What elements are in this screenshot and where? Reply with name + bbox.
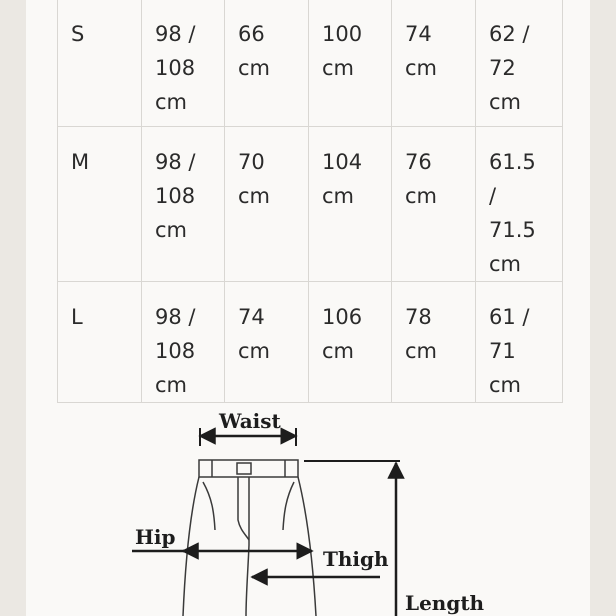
pants-outline-icon [183, 460, 316, 616]
table-cell: 98 / 108 cm [142, 127, 225, 282]
table-cell: 78 cm [392, 282, 476, 403]
table-cell: 104 cm [309, 127, 392, 282]
table-cell: 98 / 108 cm [142, 282, 225, 403]
thigh-label: Thigh [323, 547, 389, 571]
waist-label: Waist [219, 409, 281, 433]
table-cell: 61.5 / 71.5 cm [476, 127, 563, 282]
hip-label: Hip [135, 525, 176, 549]
table-cell: 70 cm [225, 127, 309, 282]
table-cell: 76 cm [392, 127, 476, 282]
size-cell: S [58, 0, 142, 127]
length-label: Length [405, 591, 485, 615]
table-cell: 74 cm [392, 0, 476, 127]
size-cell: L [58, 282, 142, 403]
table-cell: 66 cm [225, 0, 309, 127]
table-cell: 100 cm [309, 0, 392, 127]
table-cell: 62 / 72 cm [476, 0, 563, 127]
table-cell: 98 / 108 cm [142, 0, 225, 127]
table-cell: 74 cm [225, 282, 309, 403]
table-cell: 61 / 71 cm [476, 282, 563, 403]
table-cell: 106 cm [309, 282, 392, 403]
size-cell: M [58, 127, 142, 282]
